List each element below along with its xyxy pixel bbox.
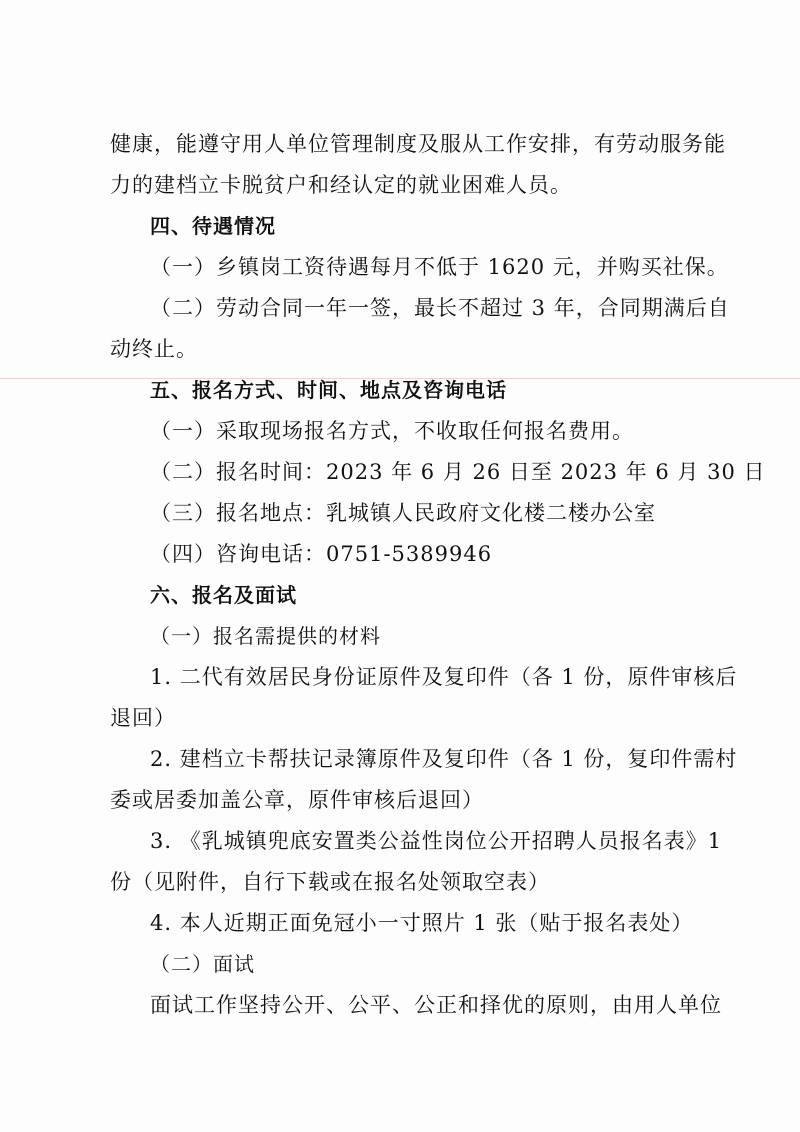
paragraph-line: （二）劳动合同一年一签，最长不超过 3 年，合同期满后自: [150, 296, 730, 320]
list-item: 2. 建档立卡帮扶记录簿原件及复印件（各 1 份，复印件需村: [150, 747, 738, 771]
paragraph-line: 份（见附件，自行下载或在报名处领取空表）: [110, 870, 550, 894]
section-heading-interview: 六、报名及面试: [150, 583, 297, 607]
list-item: 4. 本人近期正面免冠小一寸照片 1 张（贴于报名表处）: [150, 911, 694, 935]
paragraph-line: 动终止。: [110, 337, 198, 361]
subsection-heading-interview: （二）面试: [150, 952, 255, 976]
paragraph-line: （一）乡镇岗工资待遇每月不低于 1620 元，并购买社保。: [150, 255, 729, 279]
paragraph-line: 健康，能遵守用人单位管理制度及服从工作安排，有劳动服务能: [110, 132, 726, 156]
paragraph-line: 退回）: [110, 706, 176, 730]
paragraph-line: 面试工作坚持公开、公平、公正和择优的原则，由用人单位: [150, 993, 722, 1017]
subsection-heading-materials: （一）报名需提供的材料: [150, 624, 381, 648]
list-item: 3. 《乳城镇兜底安置类公益性岗位公开招聘人员报名表》1: [150, 829, 723, 853]
section-heading-registration: 五、报名方式、时间、地点及咨询电话: [150, 378, 507, 402]
paragraph-line: 委或居委加盖公章，原件审核后退回）: [110, 788, 484, 812]
paragraph-line: （三）报名地点：乳城镇人民政府文化楼二楼办公室: [150, 501, 656, 525]
list-item: 1. 二代有效居民身份证原件及复印件（各 1 份，原件审核后: [150, 665, 738, 689]
paragraph-line: 力的建档立卡脱贫户和经认定的就业困难人员。: [110, 173, 572, 197]
paragraph-line: （二）报名时间：2023 年 6 月 26 日至 2023 年 6 月 30 日: [150, 460, 766, 484]
paragraph-line: （一）采取现场报名方式，不收取任何报名费用。: [150, 419, 634, 443]
paragraph-line: （四）咨询电话：0751-5389946: [150, 542, 493, 566]
section-heading-benefits: 四、待遇情况: [150, 214, 276, 238]
